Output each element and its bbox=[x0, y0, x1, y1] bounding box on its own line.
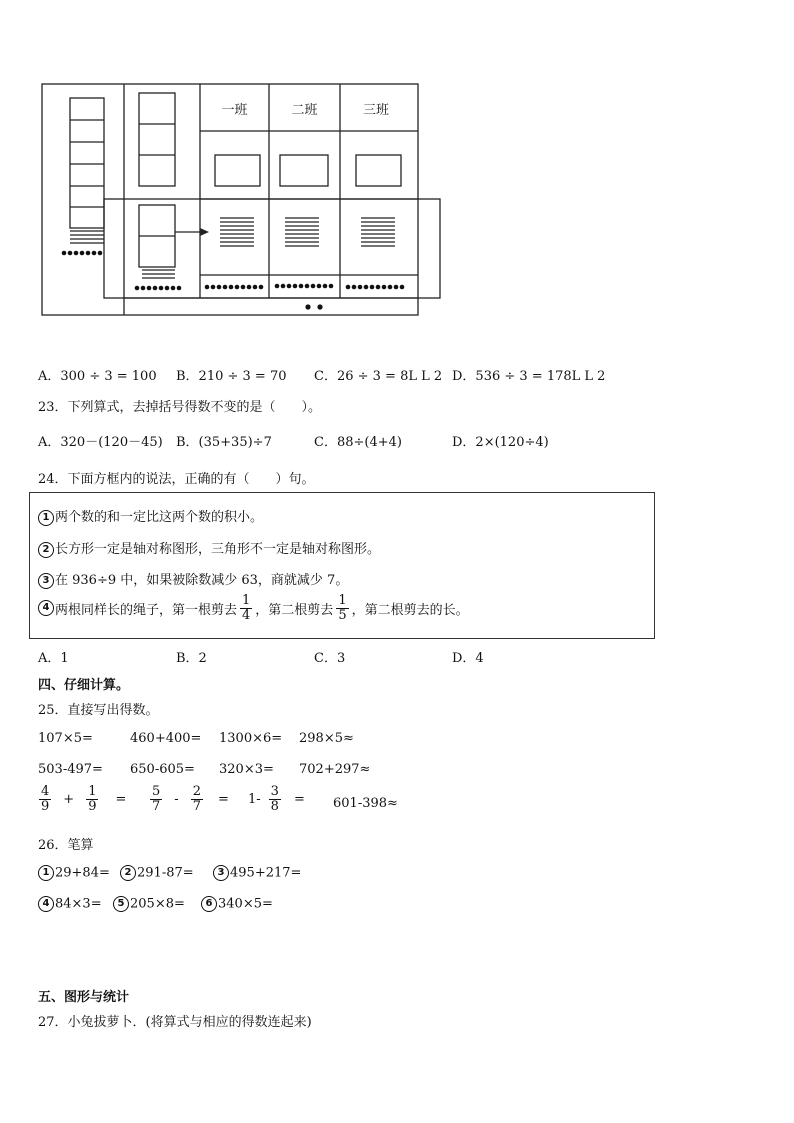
remainder-dots bbox=[305, 304, 322, 309]
tens-sticks-class2 bbox=[285, 218, 319, 246]
q26-item-2: 2 291-87= bbox=[120, 865, 194, 881]
q22-option-c: C．26 ÷ 3 = 8L L 2 bbox=[314, 369, 443, 384]
q24-option-d: D．4 bbox=[452, 651, 484, 666]
fraction-one-fourth: $\frac{1}{4}$ bbox=[242, 593, 251, 623]
unit-dots-class1 bbox=[205, 285, 264, 290]
q23-stem: 23．下列算式，去掉括号得数不变的是（ ）。 bbox=[38, 400, 322, 415]
calc-r2-c4: 702+297≈ bbox=[299, 762, 371, 777]
q22-option-d: D．536 ÷ 3 = 178L L 2 bbox=[452, 369, 606, 384]
division-diagram bbox=[0, 0, 794, 330]
q27-stem: 27．小兔拔萝卜．(将算式与相应的得数连起来) bbox=[38, 1015, 312, 1030]
section5-title: 五、图形与统计 bbox=[38, 990, 130, 1005]
q26-item-3: 3 495+217= bbox=[213, 865, 301, 881]
hundreds-block-left bbox=[70, 98, 104, 228]
q23-option-d: D．2×(120÷4) bbox=[452, 435, 549, 450]
class-label-3: 三班 bbox=[362, 103, 389, 118]
q24-stem: 24．下面方框内的说法，正确的有（ ）句。 bbox=[38, 472, 315, 487]
q24-option-a: A．1 bbox=[38, 651, 69, 666]
unit-dots-left bbox=[62, 251, 103, 256]
unit-dots-class2 bbox=[275, 284, 334, 289]
tens-sticks-class1 bbox=[220, 218, 254, 246]
calc-r2-c3: 320×3= bbox=[219, 762, 274, 777]
calc-r3-c2: $\frac{5}{7}$ - $\frac{2}{7}$ = bbox=[152, 784, 229, 814]
q24-statement-2: 2 长方形一定是轴对称图形，三角形不一定是轴对称图形。 bbox=[38, 538, 380, 558]
q26-item-4: 4 84×3= bbox=[38, 896, 102, 912]
circled-number: 1 bbox=[38, 510, 54, 526]
q22-option-a: A．300 ÷ 3 = 100 bbox=[38, 369, 157, 384]
q24-statement-3: 3 在 936÷9 中，如果被除数减少 63，商就减少 7。 bbox=[38, 569, 348, 589]
q26-item-1: 1 29+84= bbox=[38, 865, 110, 881]
section4-title: 四、仔细计算。 bbox=[38, 678, 130, 693]
q26-item-6: 6 340×5= bbox=[201, 896, 273, 912]
class-label-2: 二班 bbox=[291, 103, 318, 118]
q23-option-b: B．(35+35)÷7 bbox=[176, 435, 272, 450]
diagram-inner-frame bbox=[104, 199, 440, 298]
unit-dots-mid bbox=[135, 286, 182, 291]
calc-r1-c2: 460+400= bbox=[130, 731, 202, 746]
q24-option-c: C．3 bbox=[314, 651, 346, 666]
class-label-1: 一班 bbox=[221, 103, 248, 118]
q22-option-b: B．210 ÷ 3 = 70 bbox=[176, 369, 287, 384]
tens-sticks-mid bbox=[142, 270, 175, 278]
hundreds-block-mid bbox=[139, 93, 175, 186]
arrow-head bbox=[200, 228, 209, 236]
q24-statement-1: 1 两个数的和一定比这两个数的积小。 bbox=[38, 506, 263, 526]
tens-sticks-left bbox=[70, 231, 104, 243]
q23-option-c: C．88÷(4+4) bbox=[314, 435, 402, 450]
calc-r1-c4: 298×5≈ bbox=[299, 731, 354, 746]
fraction-one-fifth: $\frac{1}{5}$ bbox=[338, 593, 347, 623]
calc-r2-c2: 650-605= bbox=[130, 762, 195, 777]
q26-item-5: 5 205×8= bbox=[113, 896, 185, 912]
class2-hundred-square bbox=[280, 155, 328, 186]
circled-number: 2 bbox=[38, 542, 54, 558]
calc-r3-c1: $\frac{4}{9}$ + $\frac{1}{9}$ = bbox=[41, 784, 127, 814]
calc-r1-c3: 1300×6= bbox=[219, 731, 283, 746]
q23-option-a: A．320－(120－45) bbox=[38, 435, 163, 450]
unit-dots-class3 bbox=[346, 285, 405, 290]
class1-hundred-square bbox=[215, 155, 260, 186]
q26-stem: 26．笔算 bbox=[38, 838, 94, 853]
q25-stem: 25．直接写出得数。 bbox=[38, 703, 159, 718]
calc-r2-c1: 503-497= bbox=[38, 762, 103, 777]
q24-statement-4: 4 两根同样长的绳子，第一根剪去 $\frac{1}{4}$ ，第二根剪去 $\frac{1}{5}$ ，第二根剪去的长。 bbox=[38, 594, 469, 622]
q24-option-b: B．2 bbox=[176, 651, 207, 666]
class3-hundred-square bbox=[356, 155, 401, 186]
tens-sticks-class3 bbox=[361, 218, 395, 246]
calc-r1-c1: 107×5= bbox=[38, 731, 93, 746]
circled-number: 3 bbox=[38, 573, 54, 589]
calc-r3-c3: 1- $\frac{3}{8}$ = bbox=[248, 784, 305, 814]
calc-r3-c4: 601-398≈ bbox=[333, 796, 398, 811]
circled-number: 4 bbox=[38, 600, 54, 616]
